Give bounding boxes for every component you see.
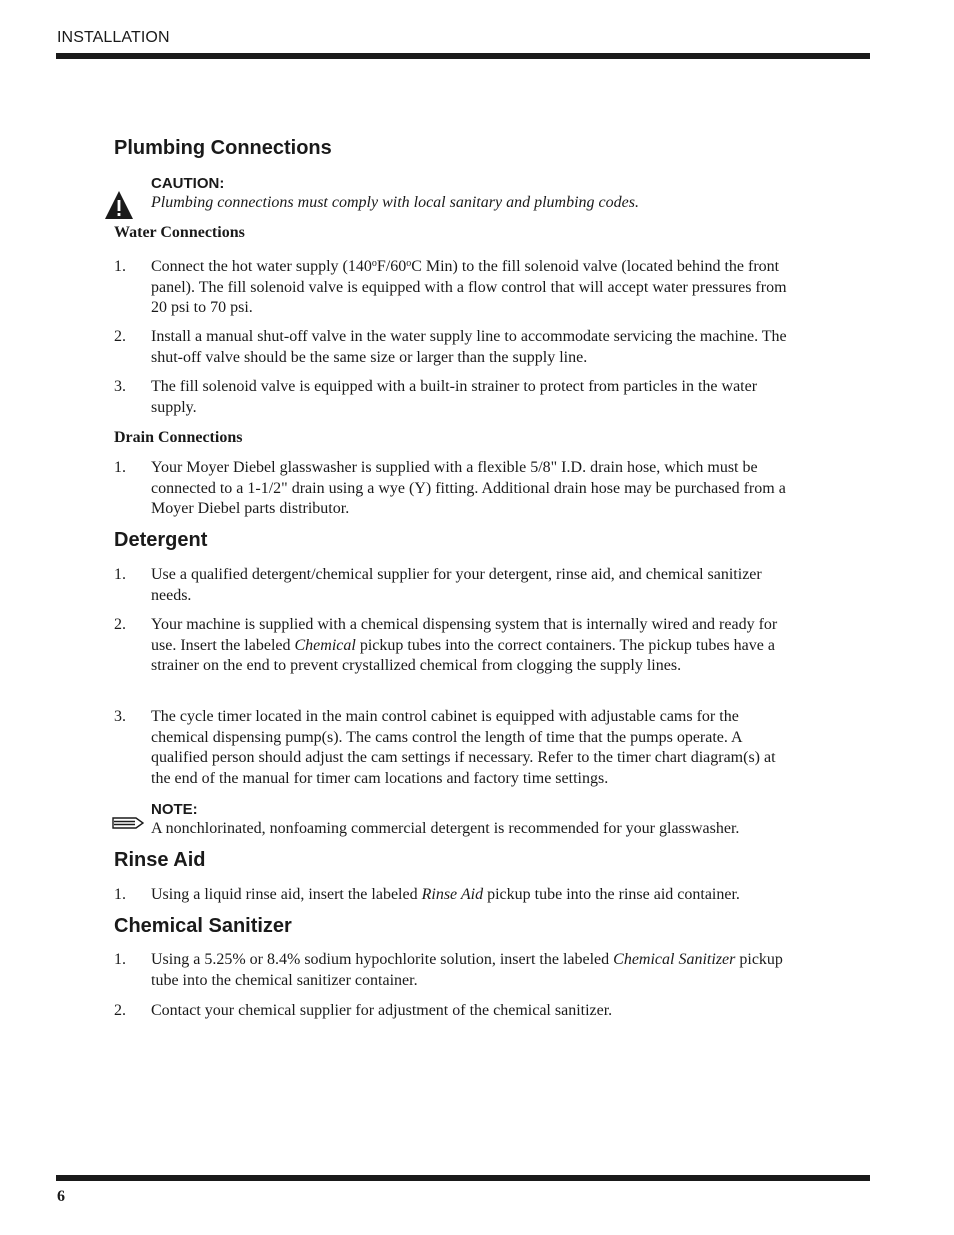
text-run: Connect the hot water supply (140 [151,258,372,275]
note-pencil-icon [112,815,144,831]
footer-rule [56,1175,870,1181]
section-title-detergent: Detergent [114,529,208,551]
section-title-rinse-aid: Rinse Aid [114,849,206,871]
text-run: pickup tube into the rinse aid container. [483,886,740,903]
list-item-text: The cycle timer located in the main control cabinet is equipped with adjustable cams for the chemical dispensing pump(s). The cams control the length of time that the pumps operate. A qualified person should adjust the cam settings if necessary. Refer to the timer chart diagram(s) at the end of the manual for timer cam locations and factory time settings. [151,708,776,788]
list-number: 1. [114,886,126,903]
section-title-chemical-sanitizer: Chemical Sanitizer [114,915,292,937]
list-number: 2. [114,616,126,633]
text-run: Using a 5.25% or 8.4% sodium hypochlorite solution, insert the labeled [151,951,614,968]
list-item-text [151,950,787,991]
text-run: Using a liquid rinse aid, insert the labeled [151,886,422,903]
list-number: 1. [114,566,126,583]
list-number: 3. [114,708,126,725]
subsection-title-drain: Drain Connections [114,429,243,446]
degree-superscript: o [371,258,377,269]
list-item-text [151,615,787,677]
list-item-text [151,885,811,906]
caution-text: Plumbing connections must comply with local sanitary and plumbing codes. [151,194,639,211]
emphasis: Chemical [294,636,356,654]
list-item-text: The fill solenoid valve is equipped with a built-in strainer to protect from particles in the water supply. [151,378,758,416]
list-item-text: Install a manual shut-off valve in the water supply line to accommodate servicing the machine. The shut-off valve should be the same size or larger than the supply line. [151,328,787,366]
caution-label: CAUTION: [151,175,225,192]
degree-superscript: o [406,258,412,269]
warning-triangle-icon [104,190,134,220]
list-number: 1. [114,258,126,275]
note-label: NOTE: [151,801,198,818]
subsection-title-water: Water Connections [114,224,245,241]
list-item-text: Use a qualified detergent/chemical supplier for your detergent, rinse aid, and chemical sanitizer needs. [151,566,762,604]
list-item-text: Contact your chemical supplier for adjustment of the chemical sanitizer. [151,1002,613,1019]
header-rule [56,53,870,59]
list-number: 2. [114,1002,126,1019]
emphasis: Chemical Sanitizer [613,951,736,968]
text-run: pickup tubes into the correct containers. The pickup tubes have a strainer on the end to prevent crystallized chemical from clogging the supply lines. [151,636,775,675]
text-run: C Min) to the fill solenoid valve (located behind the front panel). The fill solenoid valve is equipped with a flow control that will accept water pressures from 20 psi to 70 psi. [151,258,787,317]
list-number: 2. [114,328,126,345]
emphasis: Rinse Aid [421,886,484,903]
text-run: pickup tube into the chemical sanitizer container. [151,951,783,989]
note-text: A nonchlorinated, nonfoaming commercial detergent is recommended for your glasswasher. [151,820,740,837]
list-item-text: Your Moyer Diebel glasswasher is supplied with a flexible 5/8" I.D. drain hose, which must be connected to a 1-1/2" drain using a wye (Y) fitting. Additional drain hose may be purchased from a Moyer Diebel parts distributor. [151,459,786,518]
text-run: Your machine is supplied with a chemical dispensing system that is internally wired and ready for use. Insert the labeled [151,616,778,654]
page-number: 6 [57,1188,65,1205]
list-item-text [151,257,787,319]
text-run: F/60 [376,258,407,275]
section-title-plumbing: Plumbing Connections [114,137,332,159]
running-header: INSTALLATION [57,29,170,46]
list-number: 3. [114,378,126,395]
list-number: 1. [114,951,126,968]
list-number: 1. [114,459,126,476]
